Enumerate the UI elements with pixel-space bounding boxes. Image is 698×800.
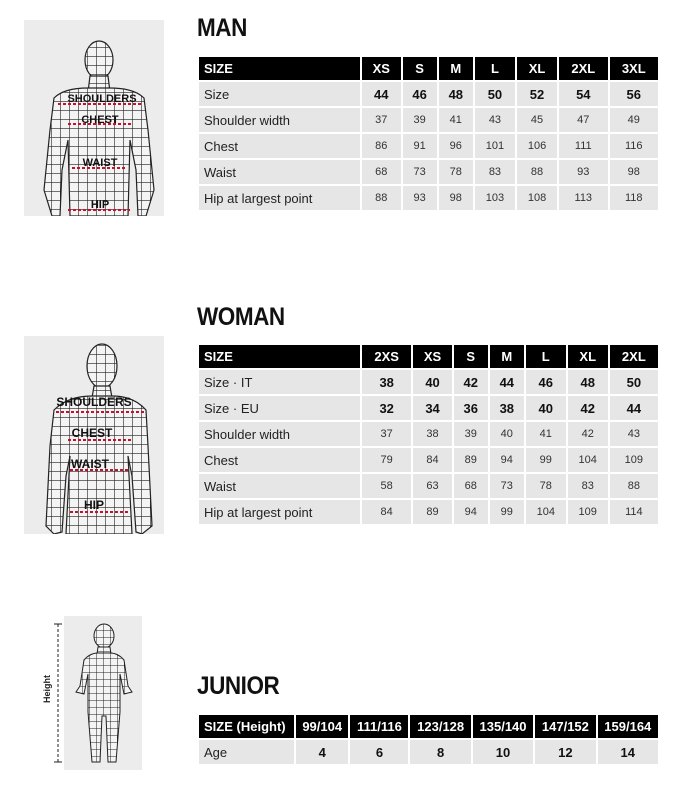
cell: 37 (362, 422, 411, 446)
man-label-waist: WAIST (82, 157, 118, 169)
cell: 89 (413, 500, 451, 524)
cell: 37 (362, 108, 401, 132)
woman-label-chest: CHEST (71, 426, 113, 440)
cell: 42 (568, 422, 608, 446)
man-table-header (199, 57, 658, 80)
woman-header-m: M (490, 345, 524, 368)
woman-figure (24, 336, 164, 534)
cell: 46 (403, 82, 437, 106)
cell: 114 (610, 500, 658, 524)
cell: 36 (454, 396, 488, 420)
woman-label-waist: WAIST (71, 457, 109, 471)
cell: 49 (610, 108, 658, 132)
cell: 101 (475, 134, 515, 158)
cell: 34 (413, 396, 451, 420)
cell: 54 (559, 82, 607, 106)
man-size-table (197, 55, 660, 212)
cell: 88 (517, 160, 557, 184)
woman-header-xl: XL (568, 345, 608, 368)
cell: 32 (362, 396, 411, 420)
man-header-2xl: 2XL (559, 57, 607, 80)
table-row (199, 108, 658, 132)
man-label-shoulders: SHOULDERS (67, 93, 137, 105)
cell: 44 (490, 370, 524, 394)
cell: 10 (473, 740, 533, 764)
cell: 41 (439, 108, 473, 132)
cell: 103 (475, 186, 515, 210)
cell: 48 (568, 370, 608, 394)
cell: 52 (517, 82, 557, 106)
cell: 118 (610, 186, 658, 210)
table-row (199, 82, 658, 106)
cell: 86 (362, 134, 401, 158)
cell: 78 (526, 474, 566, 498)
woman-label-shoulders: SHOULDERS (56, 395, 132, 409)
cell: 6 (350, 740, 408, 764)
man-mannequin-image (24, 20, 164, 216)
cell: 38 (413, 422, 451, 446)
cell: 88 (610, 474, 658, 498)
table-row (199, 500, 658, 524)
cell: 93 (559, 160, 607, 184)
cell: 40 (413, 370, 451, 394)
cell: 84 (413, 448, 451, 472)
man-header-m: M (439, 57, 473, 80)
table-row (199, 370, 658, 394)
cell: 12 (535, 740, 595, 764)
row-label: Waist (199, 160, 360, 184)
cell: 84 (362, 500, 411, 524)
row-label: Age (199, 740, 294, 764)
cell: 73 (403, 160, 437, 184)
cell: 39 (454, 422, 488, 446)
cell: 68 (454, 474, 488, 498)
row-label: Size · EU (199, 396, 360, 420)
cell: 46 (526, 370, 566, 394)
row-label: Waist (199, 474, 360, 498)
cell: 93 (403, 186, 437, 210)
woman-table-header (199, 345, 658, 368)
cell: 94 (454, 500, 488, 524)
cell: 42 (454, 370, 488, 394)
cell: 40 (490, 422, 524, 446)
cell: 109 (568, 500, 608, 524)
table-row (199, 422, 658, 446)
cell: 38 (362, 370, 411, 394)
cell: 8 (410, 740, 470, 764)
cell: 98 (610, 160, 658, 184)
junior-mannequin-image (40, 616, 144, 770)
cell: 111 (559, 134, 607, 158)
table-row (199, 396, 658, 420)
junior-header-99-104: 99/104 (296, 715, 348, 738)
cell: 58 (362, 474, 411, 498)
cell: 96 (439, 134, 473, 158)
cell: 99 (526, 448, 566, 472)
cell: 47 (559, 108, 607, 132)
table-row (199, 448, 658, 472)
cell: 94 (490, 448, 524, 472)
cell: 56 (610, 82, 658, 106)
cell: 79 (362, 448, 411, 472)
man-header-size: SIZE (199, 57, 360, 80)
cell: 113 (559, 186, 607, 210)
cell: 38 (490, 396, 524, 420)
man-label-hip: HIP (90, 199, 110, 211)
cell: 43 (610, 422, 658, 446)
cell: 42 (568, 396, 608, 420)
cell: 116 (610, 134, 658, 158)
cell: 40 (526, 396, 566, 420)
woman-header-xs: XS (413, 345, 451, 368)
junior-header-111-116: 111/116 (350, 715, 408, 738)
man-figure (24, 20, 164, 216)
cell: 106 (517, 134, 557, 158)
junior-figure (40, 616, 144, 770)
cell: 63 (413, 474, 451, 498)
cell: 83 (475, 160, 515, 184)
cell: 41 (526, 422, 566, 446)
man-header-xl: XL (517, 57, 557, 80)
woman-header-2xs: 2XS (362, 345, 411, 368)
cell: 109 (610, 448, 658, 472)
woman-label-hip: HIP (83, 498, 105, 512)
cell: 43 (475, 108, 515, 132)
table-row (199, 474, 658, 498)
woman-header-2xl: 2XL (610, 345, 658, 368)
junior-header-123-128: 123/128 (410, 715, 470, 738)
man-header-xs: XS (362, 57, 401, 80)
table-row (199, 134, 658, 158)
cell: 44 (610, 396, 658, 420)
row-label: Chest (199, 134, 360, 158)
junior-header-159-164: 159/164 (598, 715, 658, 738)
cell: 104 (526, 500, 566, 524)
row-label: Hip at largest point (199, 500, 360, 524)
junior-header-147-152: 147/152 (535, 715, 595, 738)
cell: 88 (362, 186, 401, 210)
cell: 14 (598, 740, 658, 764)
cell: 78 (439, 160, 473, 184)
table-row (199, 740, 658, 764)
woman-title: WOMAN (197, 303, 285, 331)
cell: 91 (403, 134, 437, 158)
row-label: Size (199, 82, 360, 106)
junior-header-135-140: 135/140 (473, 715, 533, 738)
woman-size-table (197, 343, 660, 526)
cell: 108 (517, 186, 557, 210)
table-row (199, 186, 658, 210)
cell: 4 (296, 740, 348, 764)
woman-header-l: L (526, 345, 566, 368)
cell: 39 (403, 108, 437, 132)
cell: 98 (439, 186, 473, 210)
cell: 104 (568, 448, 608, 472)
man-header-s: S (403, 57, 437, 80)
cell: 68 (362, 160, 401, 184)
man-label-chest: CHEST (81, 114, 119, 126)
row-label: Hip at largest point (199, 186, 360, 210)
row-label: Size · IT (199, 370, 360, 394)
cell: 50 (475, 82, 515, 106)
woman-header-s: S (454, 345, 488, 368)
table-row (199, 160, 658, 184)
man-header-3xl: 3XL (610, 57, 658, 80)
junior-title: JUNIOR (197, 672, 280, 700)
junior-table-header (199, 715, 658, 738)
cell: 44 (362, 82, 401, 106)
woman-mannequin-image (24, 336, 164, 534)
junior-height-label: Height (42, 675, 52, 703)
cell: 73 (490, 474, 524, 498)
row-label: Shoulder width (199, 108, 360, 132)
junior-header-size: SIZE (Height) (199, 715, 294, 738)
cell: 89 (454, 448, 488, 472)
row-label: Shoulder width (199, 422, 360, 446)
man-title: MAN (197, 14, 247, 42)
cell: 48 (439, 82, 473, 106)
cell: 50 (610, 370, 658, 394)
cell: 45 (517, 108, 557, 132)
row-label: Chest (199, 448, 360, 472)
cell: 99 (490, 500, 524, 524)
cell: 83 (568, 474, 608, 498)
woman-header-size: SIZE (199, 345, 360, 368)
man-header-l: L (475, 57, 515, 80)
junior-size-table (197, 713, 660, 766)
